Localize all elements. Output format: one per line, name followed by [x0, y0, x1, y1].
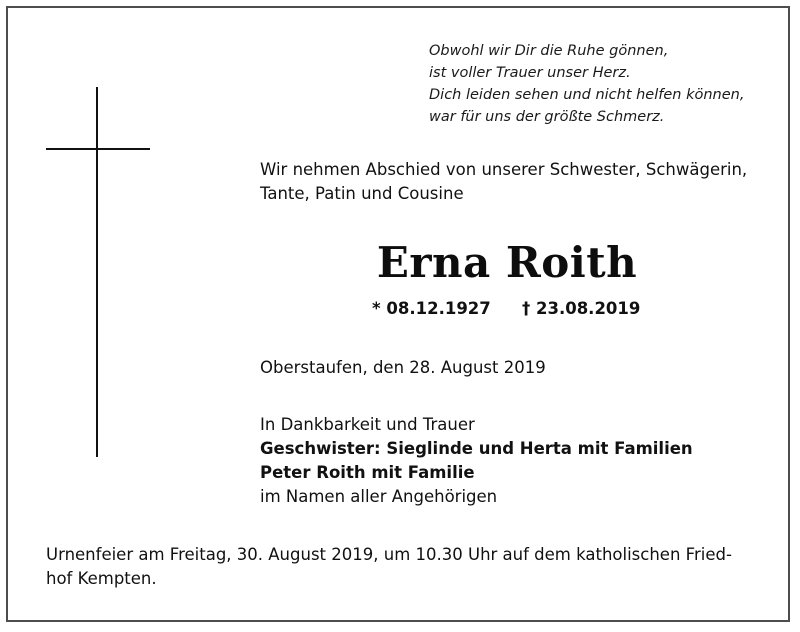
deceased-name: Erna Roith: [376, 238, 638, 287]
poem-line: ist voller Trauer unser Herz.: [429, 65, 631, 81]
signature-family: Peter Roith mit Familie: [260, 463, 475, 482]
funeral-line: hof Kempten.: [46, 569, 157, 588]
poem-line: war für uns der größte Schmerz.: [429, 109, 665, 125]
signature-siblings: Geschwister: Sieglinde und Herta mit Familien: [260, 439, 693, 458]
signature-line: im Namen aller Angehörigen: [260, 487, 498, 506]
cross-vertical-bar: [96, 87, 98, 457]
intro-line: Wir nehmen Abschied von unserer Schwester, Schwägerin,: [260, 160, 748, 179]
intro-line: Tante, Patin und Cousine: [260, 184, 464, 203]
funeral-notice: [46, 543, 776, 591]
life-dates: [372, 297, 672, 321]
funeral-line: Urnenfeier am Freitag, 30. August 2019, um 10.30 Uhr auf dem katholischen Fried-: [46, 545, 732, 564]
signature-line: In Dankbarkeit und Trauer: [260, 415, 475, 434]
birth-date: * 08.12.1927: [372, 299, 491, 318]
poem-line: Dich leiden sehen und nicht helfen können,: [429, 87, 745, 103]
mourners-signature: [260, 413, 780, 509]
cross-horizontal-bar: [46, 148, 150, 150]
farewell-intro: [260, 158, 780, 206]
death-date: † 23.08.2019: [522, 299, 641, 318]
poem-verse: [429, 40, 779, 128]
place-and-date: Oberstaufen, den 28. August 2019: [260, 358, 546, 377]
poem-line: Obwohl wir Dir die Ruhe gönnen,: [429, 43, 669, 59]
